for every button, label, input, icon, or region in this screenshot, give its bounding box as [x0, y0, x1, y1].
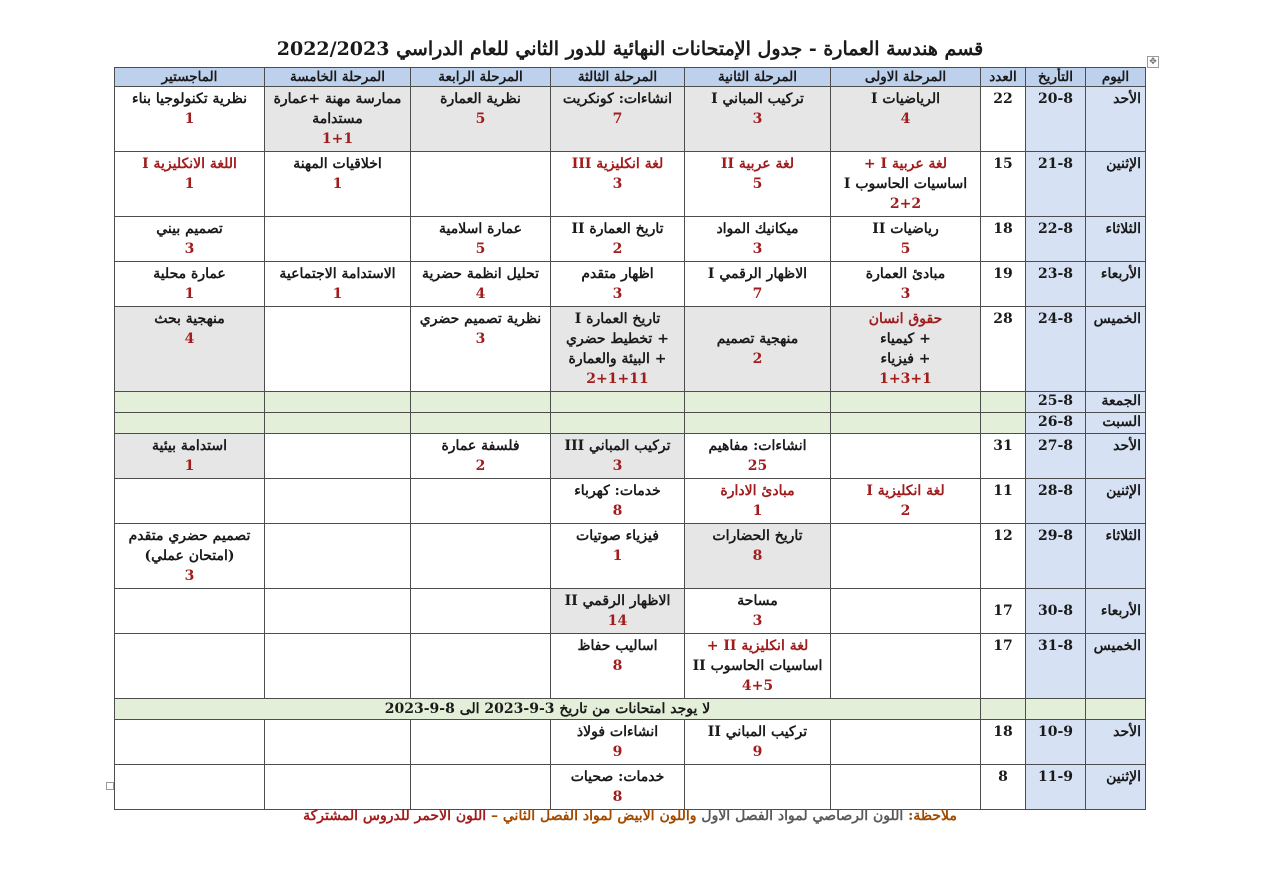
exam-cell: تاريخ الحضارات 8 [685, 524, 831, 589]
day-cell: الخميس [1086, 307, 1146, 392]
empty-cell [831, 392, 981, 413]
table-row [115, 87, 1146, 152]
exam-cell: حقوق انسان + كيمياء + فيزياء 1+3+1 [831, 307, 981, 392]
date-cell: 21-8 [1026, 152, 1086, 217]
empty-cell [411, 392, 551, 413]
exam-cell: اساليب حفاظ 8 [551, 634, 685, 699]
count-cell: 31 [981, 434, 1026, 479]
empty-cell [981, 699, 1026, 720]
exam-cell: لغة عربية I + اساسيات الحاسوب I 2+2 [831, 152, 981, 217]
table-row [115, 524, 1146, 589]
empty-cell [831, 765, 981, 810]
empty-cell [411, 479, 551, 524]
empty-cell [685, 392, 831, 413]
exam-cell: عمارة محلية 1 [115, 262, 265, 307]
exam-cell: استدامة بيئية 1 [115, 434, 265, 479]
empty-cell [551, 392, 685, 413]
day-cell: الثلاثاء [1086, 524, 1146, 589]
exam-cell: لغة انكليزية III 3 [551, 152, 685, 217]
exam-cell: مبادئ العمارة 3 [831, 262, 981, 307]
date-cell: 31-8 [1026, 634, 1086, 699]
empty-cell [1026, 699, 1086, 720]
table-row [115, 634, 1146, 699]
exam-cell: تركيب المباني III 3 [551, 434, 685, 479]
exam-cell: تركيب المباني II 9 [685, 720, 831, 765]
day-cell: السبت [1086, 413, 1146, 434]
exam-cell: مساحة 3 [685, 589, 831, 634]
table-row [115, 589, 1146, 634]
date-cell: 20-8 [1026, 87, 1086, 152]
header-stage5: المرحلة الخامسة [265, 68, 411, 87]
table-row [115, 720, 1146, 765]
empty-cell [1086, 699, 1146, 720]
empty-cell [411, 413, 551, 434]
color-legend-note [260, 808, 1000, 824]
date-cell: 23-8 [1026, 262, 1086, 307]
count-cell: 18 [981, 217, 1026, 262]
exam-cell: تحليل انظمة حضرية 4 [411, 262, 551, 307]
count-cell: 28 [981, 307, 1026, 392]
note-dash: – [491, 808, 499, 824]
exam-cell: تاريخ العمارة I + تخطيط حضري + البيئة والعمارة 2+1+11 [551, 307, 685, 392]
empty-cell [411, 524, 551, 589]
empty-cell [265, 589, 411, 634]
exam-cell: لغة انكليزية II + اساسيات الحاسوب II 4+5 [685, 634, 831, 699]
empty-cell [115, 479, 265, 524]
empty-cell [265, 720, 411, 765]
notice-row [115, 699, 1146, 720]
exam-cell: ممارسة مهنة +عمارة مستدامة 1+1 [265, 87, 411, 152]
day-cell: الأربعاء [1086, 589, 1146, 634]
day-cell: الأحد [1086, 434, 1146, 479]
count-cell: 8 [981, 765, 1026, 810]
empty-cell [265, 217, 411, 262]
empty-cell [831, 634, 981, 699]
table-row [115, 392, 1146, 413]
date-cell: 11-9 [1026, 765, 1086, 810]
note-label: ملاحظة: [908, 808, 957, 824]
header-stage4: المرحلة الرابعة [411, 68, 551, 87]
count-cell: 17 [981, 634, 1026, 699]
header-stage2: المرحلة الثانية [685, 68, 831, 87]
day-cell: الإثنين [1086, 479, 1146, 524]
empty-cell [265, 434, 411, 479]
date-cell: 25-8 [1026, 392, 1086, 413]
date-cell: 27-8 [1026, 434, 1086, 479]
empty-cell [265, 634, 411, 699]
table-row [115, 307, 1146, 392]
exam-cell: رياضيات II 5 [831, 217, 981, 262]
empty-cell [831, 434, 981, 479]
empty-cell [265, 307, 411, 392]
page-title: قسم هندسة العمارة - جدول الإمتحانات النهائية للدور الثاني للعام الدراسي 2022/2023 [276, 38, 984, 60]
exam-cell: الاظهار الرقمي II 14 [551, 589, 685, 634]
day-cell: الأربعاء [1086, 262, 1146, 307]
exam-cell: خدمات: كهرباء 8 [551, 479, 685, 524]
exam-cell: اللغة الانكليزية I 1 [115, 152, 265, 217]
count-cell: 11 [981, 479, 1026, 524]
table-resize-handle-icon[interactable] [106, 782, 114, 790]
exam-schedule-table [114, 67, 1146, 810]
date-cell: 28-8 [1026, 479, 1086, 524]
empty-cell [685, 765, 831, 810]
empty-cell [265, 765, 411, 810]
table-row [115, 217, 1146, 262]
exam-cell: مبادئ الادارة 1 [685, 479, 831, 524]
table-row [115, 765, 1146, 810]
note-white-text: واللون الابيض لمواد الفصل الثاني [502, 808, 697, 824]
empty-cell [411, 634, 551, 699]
exam-cell: منهجية تصميم 2 [685, 307, 831, 392]
exam-cell: خدمات: صحيات 8 [551, 765, 685, 810]
date-cell: 10-9 [1026, 720, 1086, 765]
date-cell: 24-8 [1026, 307, 1086, 392]
exam-cell: الاستدامة الاجتماعية 1 [265, 262, 411, 307]
exam-cell: منهجية بحث 4 [115, 307, 265, 392]
exam-cell: لغة انكليزية I 2 [831, 479, 981, 524]
exam-cell: فيزياء صوتيات 1 [551, 524, 685, 589]
day-cell: الأحد [1086, 87, 1146, 152]
empty-cell [115, 413, 265, 434]
day-cell: الخميس [1086, 634, 1146, 699]
empty-cell [831, 589, 981, 634]
exam-cell: فلسفة عمارة 2 [411, 434, 551, 479]
empty-cell [411, 765, 551, 810]
exam-cell: انشاءات: كونكريت 7 [551, 87, 685, 152]
empty-cell [411, 589, 551, 634]
day-cell: الإثنين [1086, 152, 1146, 217]
count-cell: 19 [981, 262, 1026, 307]
table-row [115, 413, 1146, 434]
date-cell: 22-8 [1026, 217, 1086, 262]
empty-cell [411, 152, 551, 217]
exam-cell: انشاءات فولاذ 9 [551, 720, 685, 765]
exam-cell: ميكانيك المواد 3 [685, 217, 831, 262]
exam-cell: لغة عربية II 5 [685, 152, 831, 217]
empty-cell [981, 413, 1026, 434]
table-row [115, 434, 1146, 479]
exam-cell: الرياضيات I 4 [831, 87, 981, 152]
header-count: العدد [981, 68, 1026, 87]
date-cell: 26-8 [1026, 413, 1086, 434]
count-cell: 12 [981, 524, 1026, 589]
table-move-handle-icon[interactable]: ✥ [1147, 56, 1159, 68]
header-masters: الماجستير [115, 68, 265, 87]
note-grey-text: اللون الرصاصي لمواد الفصل الاول [701, 808, 904, 824]
exam-cell: تركيب المباني I 3 [685, 87, 831, 152]
header-stage1: المرحلة الاولى [831, 68, 981, 87]
exam-cell: انشاءات: مفاهيم 25 [685, 434, 831, 479]
count-cell: 22 [981, 87, 1026, 152]
empty-cell [265, 524, 411, 589]
exam-cell: عمارة اسلامية 5 [411, 217, 551, 262]
header-stage3: المرحلة الثالثة [551, 68, 685, 87]
empty-cell [831, 524, 981, 589]
empty-cell [831, 720, 981, 765]
exam-cell: اظهار متقدم 3 [551, 262, 685, 307]
empty-cell [115, 720, 265, 765]
exam-cell: نظرية تكنولوجيا بناء 1 [115, 87, 265, 152]
count-cell: 17 [981, 589, 1026, 634]
empty-cell [551, 413, 685, 434]
empty-cell [685, 413, 831, 434]
empty-cell [115, 634, 265, 699]
day-cell: الأحد [1086, 720, 1146, 765]
empty-cell [115, 589, 265, 634]
empty-cell [981, 392, 1026, 413]
day-cell: الجمعة [1086, 392, 1146, 413]
exam-cell: نظرية تصميم حضري 3 [411, 307, 551, 392]
empty-cell [831, 413, 981, 434]
table-row [115, 479, 1146, 524]
exam-cell: الاظهار الرقمي I 7 [685, 262, 831, 307]
header-date: التأريخ [1026, 68, 1086, 87]
count-cell: 15 [981, 152, 1026, 217]
header-day: اليوم [1086, 68, 1146, 87]
empty-cell [115, 392, 265, 413]
exam-cell: تاريخ العمارة II 2 [551, 217, 685, 262]
count-cell: 18 [981, 720, 1026, 765]
empty-cell [411, 720, 551, 765]
empty-cell [265, 479, 411, 524]
day-cell: الإثنين [1086, 765, 1146, 810]
empty-cell [265, 392, 411, 413]
date-cell: 30-8 [1026, 589, 1086, 634]
table-row [115, 152, 1146, 217]
exam-cell: تصميم بيني 3 [115, 217, 265, 262]
empty-cell [265, 413, 411, 434]
empty-cell [115, 765, 265, 810]
no-exams-notice: لا يوجد امتحانات من تاريخ 3-9-2023 الى 8-9-2023 [115, 699, 981, 720]
note-red-text: اللون الاحمر للدروس المشتركة [303, 808, 487, 824]
exam-cell: اخلاقيات المهنة 1 [265, 152, 411, 217]
exam-cell: نظرية العمارة 5 [411, 87, 551, 152]
day-cell: الثلاثاء [1086, 217, 1146, 262]
exam-cell: تصميم حضري متقدم (امتحان عملي) 3 [115, 524, 265, 589]
header-row [115, 68, 1146, 87]
table-row [115, 262, 1146, 307]
date-cell: 29-8 [1026, 524, 1086, 589]
